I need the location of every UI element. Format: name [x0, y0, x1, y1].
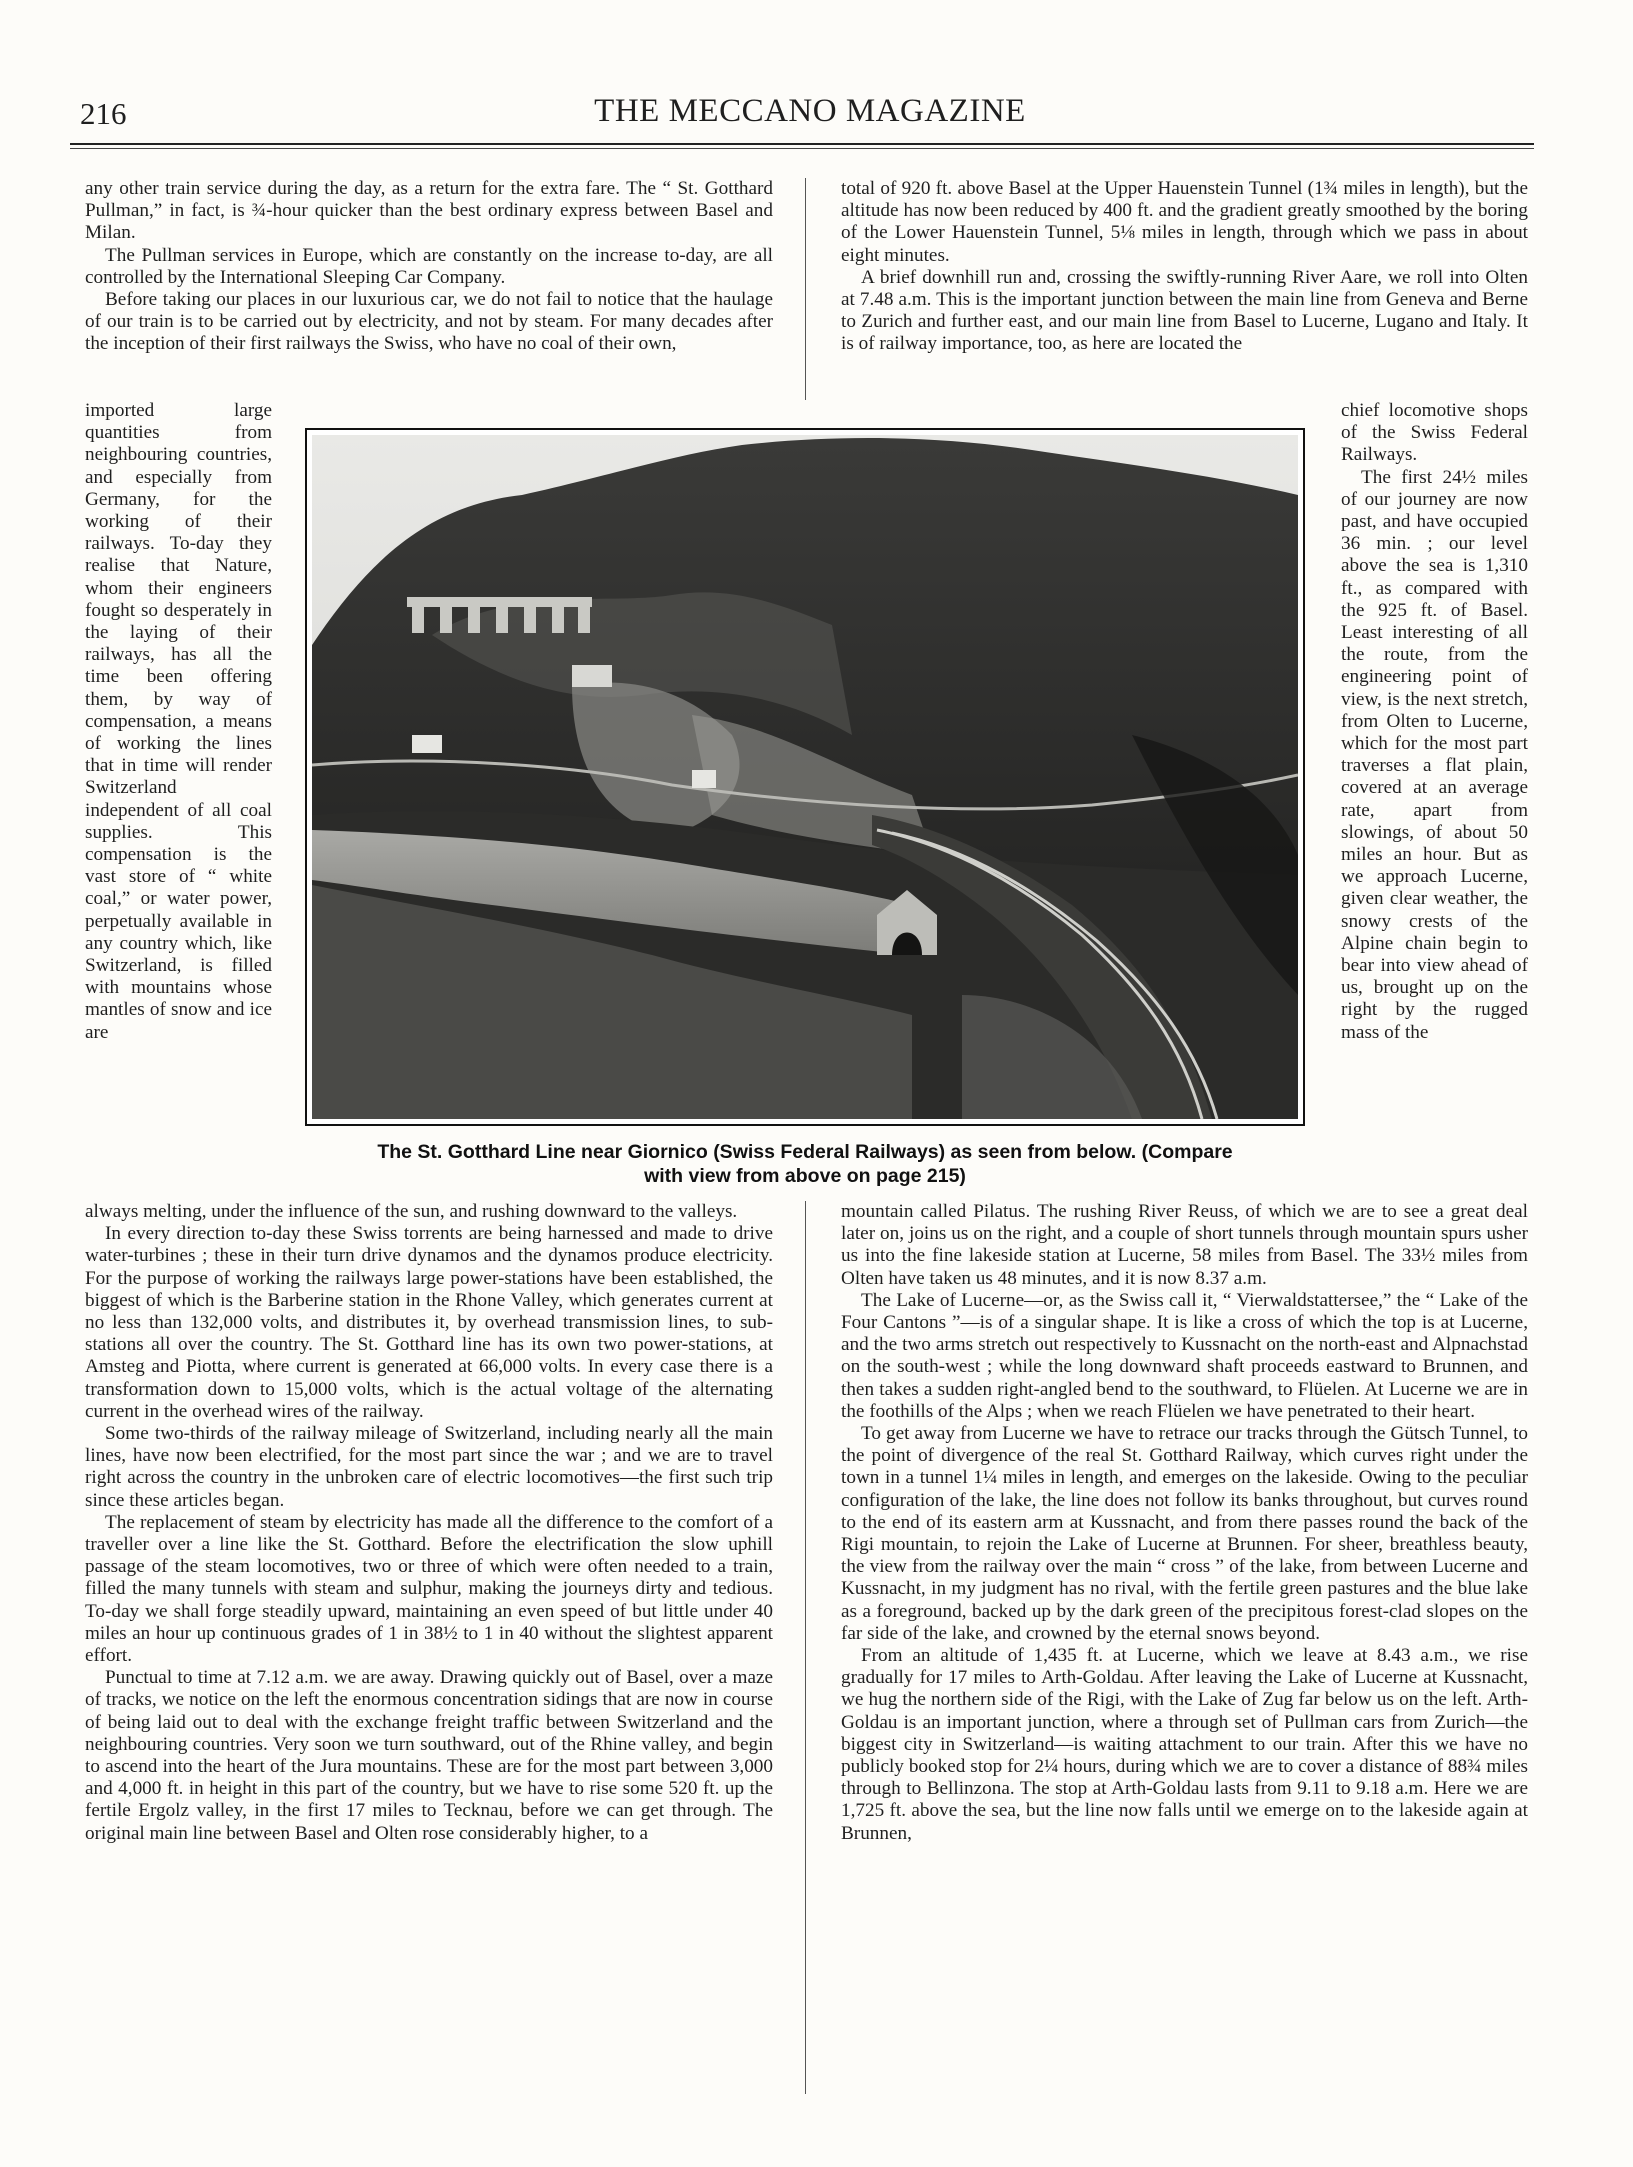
paragraph: Punctual to time at 7.12 a.m. we are away. Drawing quickly out of Basel, over a maze of tracks, we notice on the left the enormous concentration sidings that are now in course of being laid out to deal with the exchange freight traffic between Switzerland and the neighbouring countries. Very soon we turn southward, out of the Rhine valley, and begin to ascend into the heart of the Jura mountains. These are for the most part between 3,000 and 4,000 ft. in height in this part of the country, but we have to rise some 520 ft. up the fertile Ergolz valley, in the first 17 miles to Tecknau, before we can get through. The original main line between Basel and Olten rose considerably higher, to a	[85, 1667, 773, 1844]
paragraph: The replacement of steam by electricity has made all the difference to the comfort of a traveller over a line like the St. Gotthard. Before the electrification the slow uphill passage of the steam locomotives, two or three of which were often needed to a train, filled the many tunnels with steam and sulphur, making the journeys dirty and tedious. To-day we shall forge steadily upward, maintaining an even speed of but little under 40 miles an hour up continuous grades of 1 in 38½ to 1 in 40 without the slightest apparent effort.	[85, 1511, 773, 1667]
column-right-narrow	[1341, 400, 1528, 1044]
paragraph: The Pullman services in Europe, which are constantly on the increase to-day, are all controlled by the International Sleeping Car Company.	[85, 244, 773, 288]
paragraph: any other train service during the day, as a return for the extra fare. The “ St. Gotthard Pullman,” in fact, is ¾-hour quicker than the best ordinary express between Basel and Milan.	[85, 178, 773, 244]
page-header	[80, 93, 1540, 136]
paragraph: From an altitude of 1,435 ft. at Lucerne, which we leave at 8.43 a.m., we rise gradually for 17 miles to Arth-Goldau. After leaving the Lake of Lucerne at Kussnacht, we hug the northern side of the Rigi, with the Lake of Zug far below us on the left. Arth-Goldau is an important junction, where a through set of Pullman cars from Zurich—the biggest city in Switzerland—is waiting attachment to our train. After this we have no publicly booked stop for 2¼ hours, during which we are to cover a distance of 88¾ miles through to Bellinzona. The stop at Arth-Goldau lasts from 9.11 to 9.18 a.m. Here we are 1,725 ft. above the sea, but the line now falls until we emerge on to the lakeside again at Brunnen,	[841, 1645, 1528, 1844]
paragraph: Before taking our places in our luxurious car, we do not fail to notice that the haulage of our train is to be carried out by electricity, and not by steam. For many decades after the inception of their first railways the Swiss, who have no coal of their own,	[85, 289, 773, 355]
column-divider	[805, 178, 806, 400]
paragraph: mountain called Pilatus. The rushing River Reuss, of which we are to see a great deal later on, joins us on the right, and a couple of short tunnels through mountain spurs usher us into the fine lakeside station at Lucerne, 58 miles from Basel. The 33½ miles from Olten have taken us 48 minutes, and it is now 8.37 a.m.	[841, 1201, 1528, 1289]
column-left-narrow	[85, 400, 272, 1044]
column-left-bottom	[85, 1201, 773, 1845]
column-right-bottom	[841, 1201, 1528, 1845]
paragraph: The first 24½ miles of our journey are now past, and have occupied 36 min. ; our level above the sea is 1,310 ft., as compared with the 925 ft. of Basel. Least interesting of all the route, from the engineering point of view, is the next stretch, from Olten to Lucerne, which for the most part traverses a flat plain, covered at an average rate, apart from slowings, of about 50 miles an hour. But as we approach Lucerne, given clear weather, the snowy crests of the Alpine chain begin to bear into view ahead of us, brought up on the right by the rugged mass of the	[1341, 466, 1528, 1043]
photograph	[312, 435, 1298, 1119]
paragraph: total of 920 ft. above Basel at the Upper Hauenstein Tunnel (1¾ miles in length), but the altitude has now been reduced by 400 ft. and the gradient greatly smoothed by the boring of the Lower Hauenstein Tunnel, 5⅛ miles in length, through which we pass in about eight minutes.	[841, 178, 1528, 266]
column-left-top	[85, 178, 773, 356]
paragraph: The Lake of Lucerne—or, as the Swiss call it, “ Vierwaldstattersee,” the “ Lake of the Four Cantons ”—is of a singular shape. It is like a cross of which the top is at Lucerne, and the two arms stretch out respectively to Kussnacht on the north-east and Alpnachstad on the south-west ; while the long downward shaft proceeds eastward to Brunnen, and then takes a sudden right-angled bend to the southward, to Flüelen. At Lucerne we are in the foothills of the Alps ; when we reach Flüelen we have penetrated to their heart.	[841, 1289, 1528, 1422]
paragraph: In every direction to-day these Swiss torrents are being harnessed and made to drive water-turbines ; these in their turn drive dynamos and the dynamos produce electricity. For the purpose of working the railways large power-stations have been established, the biggest of which is the Barberine station in the Rhone Valley, which generates current at no less than 132,000 volts, and distributes it, by overhead transmission lines, to sub-stations all over the country. The St. Gotthard line has its own two power-stations, at Amsteg and Piotta, where current is generated at 66,000 volts. In every case there is a transformation down to 15,000 volts, which is the actual voltage of the alternating current in the overhead wires of the railway.	[85, 1223, 773, 1422]
caption-line: with view from above on page 215)	[644, 1165, 966, 1187]
paragraph: To get away from Lucerne we have to retrace our tracks through the Gütsch Tunnel, to the point of divergence of the real St. Gotthard Railway, which curves right under the town in a tunnel 1¼ miles in length, and emerges on the lakeside. Owing to the peculiar configuration of the lake, the line does not follow its banks throughout, but curves round to the end of its eastern arm at Kussnacht, and from there passes round the back of the Rigi mountain, to rejoin the Lake of Lucerne at Brunnen. For sheer, breathless beauty, the view from the railway over the main “ cross ” of the lake, from between Lucerne and Kussnacht, in my judgment has no rival, with the fertile green pastures and the blue lake as a foreground, backed up by the dark green of the precipitous forest-clad slopes on the far side of the lake, and crowned by the eternal snows beyond.	[841, 1423, 1528, 1644]
photo-st-gotthard-line	[305, 428, 1305, 1126]
paragraph: A brief downhill run and, crossing the swiftly-running River Aare, we roll into Olten at 7.48 a.m. This is the important junction between the main line from Geneva and Berne to Zurich and further east, and our main line from Basel to Lucerne, Lugano and Italy. It is of railway importance, too, as here are located the	[841, 266, 1528, 355]
paragraph: imported large quantities from neighbouring countries, and especially from Germany, for the working of their railways. To-day they realise that Nature, whom their engineers fought so desperately in the laying of their railways, has all the time been offering them, by way of compensation, a means of working the lines that in time will render Switzerland independent of all coal supplies. This compensation is the vast store of “ white coal,” or water power, perpetually available in any country which, like Switzerland, is filled with mountains whose mantles of snow and ice are	[85, 400, 272, 1043]
page-number: 216	[80, 96, 127, 131]
magazine-title: THE MECCANO MAGAZINE	[594, 93, 1026, 129]
caption-line: The St. Gotthard Line near Giornico (Swiss Federal Railways) as seen from below. (Compare	[377, 1141, 1233, 1163]
header-rule	[70, 143, 1534, 145]
header-rule-thin	[70, 148, 1534, 149]
paragraph: chief locomotive shops of the Swiss Federal Railways.	[1341, 400, 1528, 466]
paragraph: always melting, under the influence of the sun, and rushing downward to the valleys.	[85, 1201, 738, 1222]
column-right-top	[841, 178, 1528, 356]
column-divider	[805, 1201, 806, 2094]
paragraph: Some two-thirds of the railway mileage of Switzerland, including nearly all the main lines, have now been electrified, for the most part since the war ; and we are to travel right across the country in the unbroken care of electric locomotives—the first such trip since these articles began.	[85, 1423, 773, 1511]
photo-caption	[290, 1140, 1320, 1188]
